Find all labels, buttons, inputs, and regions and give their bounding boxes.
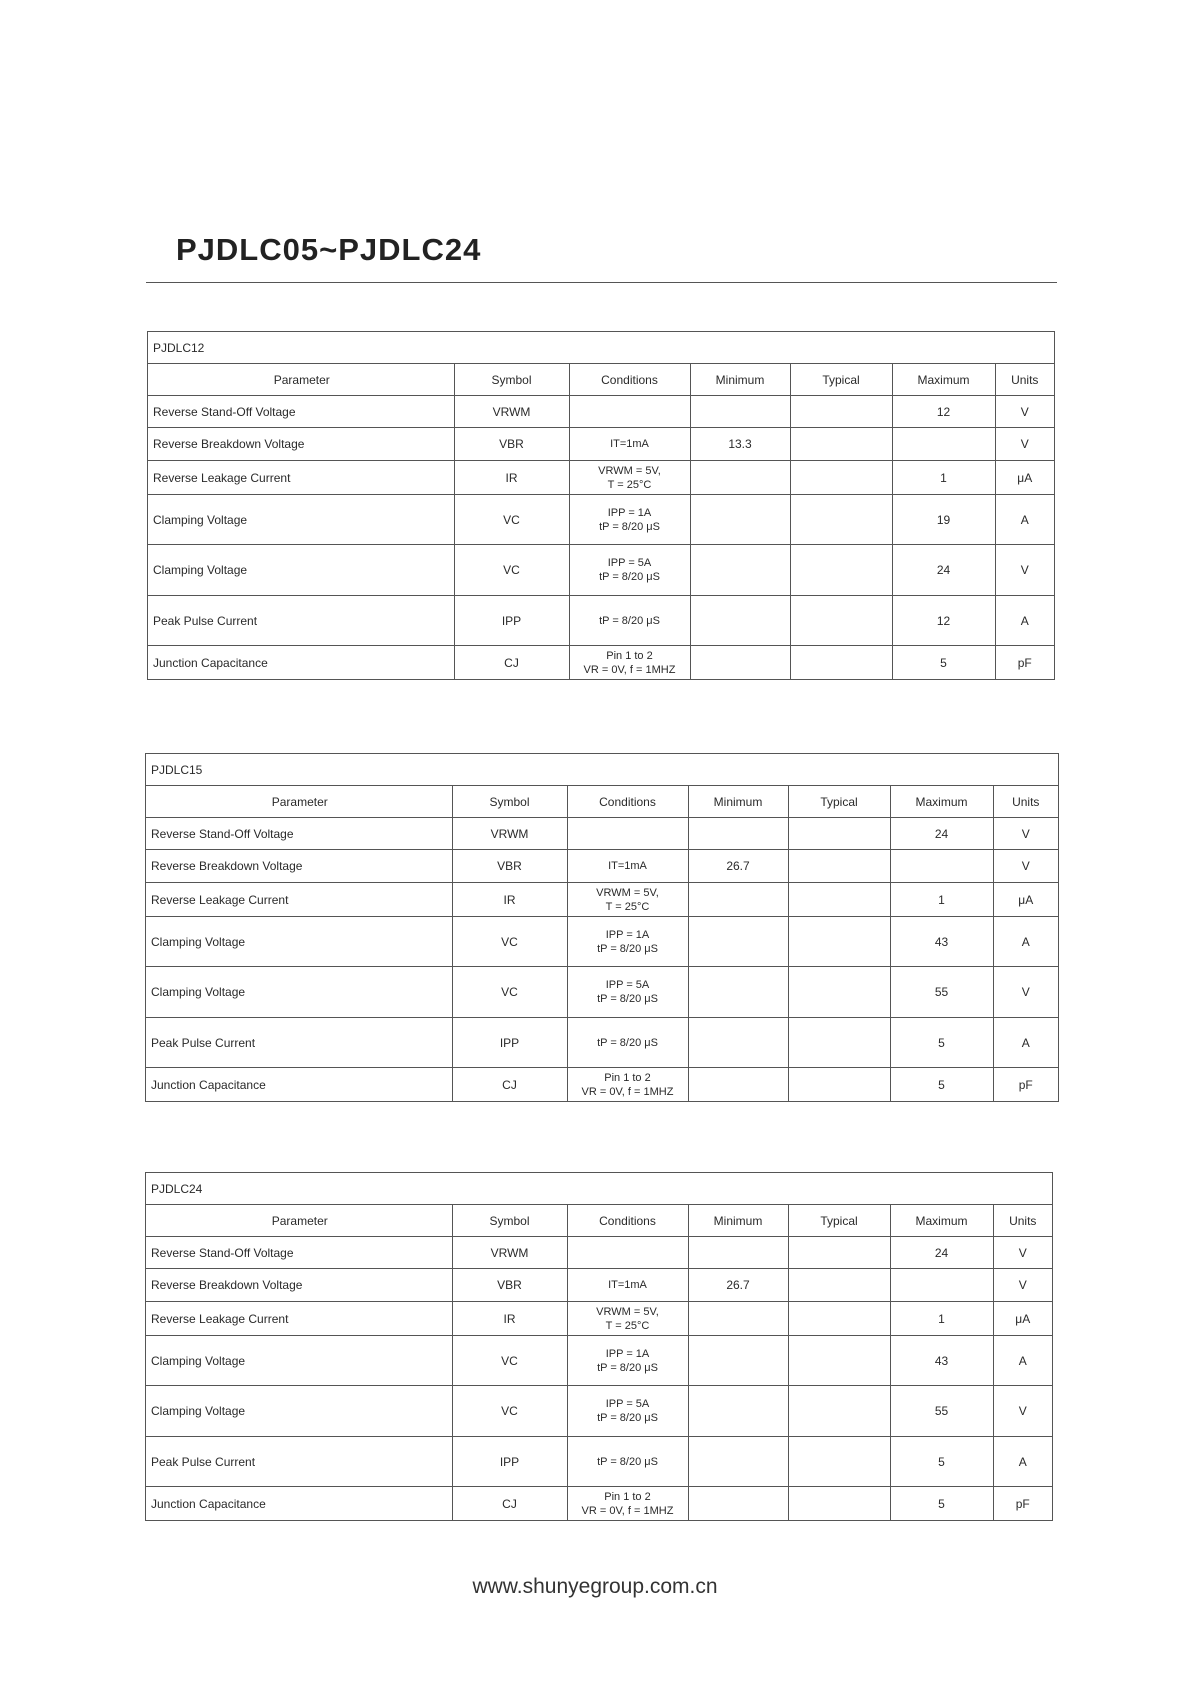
condition-line-2: VR = 0V, f = 1MHZ (581, 1085, 674, 1098)
cell-conditions (567, 1487, 688, 1521)
cell-symbol: CJ (454, 646, 569, 680)
condition-line-2: tP = 8/20 μS (597, 993, 658, 1005)
cell-maximum: 12 (892, 596, 995, 646)
table-row (146, 1437, 1052, 1487)
cell-units: V (993, 850, 1058, 883)
table-title: PJDLC24 (146, 1173, 1052, 1205)
cell-maximum: 1 (890, 1302, 993, 1336)
table-row (146, 1237, 1052, 1269)
cell-minimum (690, 461, 790, 495)
condition-line-2: tP = 8/20 μS (599, 520, 660, 533)
cell-symbol: IR (454, 461, 569, 495)
cell-conditions (569, 545, 690, 596)
header-minimum: Minimum (690, 364, 790, 396)
cell-maximum: 5 (890, 1018, 993, 1068)
cell-typical (788, 1302, 890, 1336)
header-parameter: Parameter (146, 1205, 452, 1237)
cell-units: pF (993, 1487, 1052, 1521)
cell-symbol: VRWM (452, 818, 567, 850)
cell-maximum: 5 (890, 1068, 993, 1102)
table-row (148, 495, 1054, 545)
cell-maximum (892, 428, 995, 461)
cell-minimum (688, 917, 788, 967)
table-row (146, 1336, 1052, 1386)
cell-units: V (995, 428, 1054, 461)
cell-conditions (569, 646, 690, 680)
header-typical: Typical (788, 1205, 890, 1237)
header-conditions: Conditions (569, 364, 690, 396)
condition-line-2: VR = 0V, f = 1MHZ (581, 1504, 674, 1517)
cell-units: V (993, 1269, 1052, 1302)
cell-symbol: CJ (452, 1068, 567, 1102)
cell-symbol: VC (452, 967, 567, 1018)
cell-minimum: 26.7 (688, 1269, 788, 1302)
table-row (148, 545, 1054, 596)
cell-typical (790, 495, 892, 545)
cell-symbol: IPP (452, 1437, 567, 1487)
cell-units: V (995, 396, 1054, 428)
cell-parameter: Reverse Breakdown Voltage (146, 1269, 452, 1302)
condition-line-1: IPP = 1A (605, 928, 650, 941)
header-parameter: Parameter (146, 786, 452, 818)
cell-conditions (567, 1336, 688, 1386)
header-maximum: Maximum (890, 1205, 993, 1237)
cell-parameter: Junction Capacitance (148, 646, 454, 680)
cell-units: A (993, 1437, 1052, 1487)
cell-units: V (993, 1386, 1052, 1437)
cell-typical (790, 545, 892, 596)
header-conditions: Conditions (567, 1205, 688, 1237)
cell-minimum (688, 1068, 788, 1102)
cell-parameter: Junction Capacitance (146, 1068, 452, 1102)
cell-units: A (995, 495, 1054, 545)
condition-line-1: IT=1mA (610, 438, 649, 450)
cell-parameter: Reverse Breakdown Voltage (148, 428, 454, 461)
cell-parameter: Reverse Stand-Off Voltage (148, 396, 454, 428)
cell-maximum: 24 (892, 545, 995, 596)
table-row (148, 596, 1054, 646)
cell-symbol: VC (454, 495, 569, 545)
cell-minimum (690, 495, 790, 545)
cell-conditions (567, 967, 688, 1018)
cell-typical (788, 883, 890, 917)
header-symbol: Symbol (452, 786, 567, 818)
condition-line-2: T = 25°C (605, 900, 650, 913)
header-parameter: Parameter (148, 364, 454, 396)
cell-units: A (993, 1336, 1052, 1386)
cell-maximum: 24 (890, 1237, 993, 1269)
header-maximum: Maximum (892, 364, 995, 396)
cell-maximum: 5 (890, 1487, 993, 1521)
condition-line-1: IT=1mA (608, 1279, 647, 1291)
cell-minimum (688, 1018, 788, 1068)
cell-maximum: 5 (892, 646, 995, 680)
cell-minimum: 26.7 (688, 850, 788, 883)
cell-conditions (567, 850, 688, 883)
cell-conditions (567, 1386, 688, 1437)
cell-conditions (569, 461, 690, 495)
footer-url: www.shunyegroup.com.cn (472, 1575, 718, 1598)
spec-table (146, 786, 1058, 1101)
cell-units: A (995, 596, 1054, 646)
table-header-row (146, 786, 1058, 818)
cell-symbol: IR (452, 883, 567, 917)
cell-minimum (688, 1237, 788, 1269)
condition-line-2: tP = 8/20 μS (597, 942, 658, 955)
header-typical: Typical (788, 786, 890, 818)
cell-typical (788, 1437, 890, 1487)
cell-typical (788, 818, 890, 850)
cell-maximum: 55 (890, 1386, 993, 1437)
cell-maximum: 1 (890, 883, 993, 917)
cell-typical (788, 917, 890, 967)
condition-line-1: VRWM = 5V, (598, 464, 661, 477)
condition-line-1: tP = 8/20 μS (597, 1036, 658, 1049)
cell-minimum (690, 545, 790, 596)
cell-minimum (688, 1437, 788, 1487)
header-units: Units (995, 364, 1054, 396)
condition-line-2: T = 25°C (607, 478, 652, 491)
table-row (146, 917, 1058, 967)
header-conditions: Conditions (567, 786, 688, 818)
header-symbol: Symbol (454, 364, 569, 396)
cell-minimum (688, 1487, 788, 1521)
cell-conditions (567, 883, 688, 917)
table-row (146, 850, 1058, 883)
condition-line-2: VR = 0V, f = 1MHZ (583, 663, 676, 676)
condition-line-2: T = 25°C (605, 1319, 650, 1332)
header-typical: Typical (790, 364, 892, 396)
cell-maximum (890, 1269, 993, 1302)
page-title: PJDLC05~PJDLC24 (176, 232, 482, 267)
cell-typical (790, 596, 892, 646)
condition-line-1: VRWM = 5V, (596, 886, 659, 899)
cell-units: pF (995, 646, 1054, 680)
cell-symbol: VC (454, 545, 569, 596)
cell-units: V (995, 545, 1054, 596)
cell-conditions (567, 1437, 688, 1487)
cell-minimum (688, 883, 788, 917)
cell-typical (788, 1487, 890, 1521)
cell-conditions (569, 596, 690, 646)
table-header-row (148, 364, 1054, 396)
cell-units: V (993, 967, 1058, 1018)
cell-typical (788, 850, 890, 883)
table-row (148, 428, 1054, 461)
cell-maximum (890, 850, 993, 883)
table-row (148, 646, 1054, 680)
cell-parameter: Peak Pulse Current (146, 1437, 452, 1487)
condition-line-1: Pin 1 to 2 (604, 1071, 651, 1084)
cell-units: μA (995, 461, 1054, 495)
table-title: PJDLC15 (146, 754, 1058, 786)
condition-line-1: IT=1mA (608, 860, 647, 872)
cell-typical (788, 967, 890, 1018)
cell-typical (788, 1336, 890, 1386)
cell-symbol: VBR (452, 850, 567, 883)
cell-parameter: Reverse Breakdown Voltage (146, 850, 452, 883)
table-row (146, 1018, 1058, 1068)
header-maximum: Maximum (890, 786, 993, 818)
cell-typical (790, 461, 892, 495)
cell-parameter: Junction Capacitance (146, 1487, 452, 1521)
cell-typical (788, 1068, 890, 1102)
cell-conditions (567, 1237, 688, 1269)
cell-conditions (567, 1068, 688, 1102)
cell-minimum (690, 596, 790, 646)
cell-minimum (688, 1302, 788, 1336)
cell-parameter: Reverse Stand-Off Voltage (146, 1237, 452, 1269)
cell-conditions (569, 396, 690, 428)
condition-line-1: Pin 1 to 2 (606, 649, 653, 662)
cell-parameter: Reverse Leakage Current (146, 1302, 452, 1336)
cell-parameter: Clamping Voltage (146, 967, 452, 1018)
cell-typical (790, 396, 892, 428)
condition-line-1: IPP = 5A (605, 979, 650, 991)
spec-table-pjdlc15 (145, 753, 1059, 1102)
cell-symbol: IPP (452, 1018, 567, 1068)
condition-line-1: tP = 8/20 μS (597, 1455, 658, 1468)
cell-units: μA (993, 1302, 1052, 1336)
condition-line-2: tP = 8/20 μS (599, 571, 660, 583)
cell-minimum (690, 396, 790, 428)
cell-parameter: Peak Pulse Current (148, 596, 454, 646)
cell-maximum: 24 (890, 818, 993, 850)
condition-line-1: IPP = 1A (605, 1347, 650, 1360)
cell-conditions (569, 428, 690, 461)
cell-units: A (993, 917, 1058, 967)
cell-symbol: CJ (452, 1487, 567, 1521)
condition-line-2: tP = 8/20 μS (597, 1412, 658, 1424)
cell-parameter: Reverse Leakage Current (146, 883, 452, 917)
cell-conditions (567, 1302, 688, 1336)
cell-symbol: VRWM (452, 1237, 567, 1269)
cell-typical (788, 1237, 890, 1269)
cell-typical (790, 428, 892, 461)
table-row (146, 883, 1058, 917)
cell-units: μA (993, 883, 1058, 917)
cell-parameter: Reverse Stand-Off Voltage (146, 818, 452, 850)
table-title: PJDLC12 (148, 332, 1054, 364)
cell-conditions (567, 1269, 688, 1302)
cell-minimum (688, 1336, 788, 1386)
cell-maximum: 43 (890, 917, 993, 967)
cell-minimum (688, 1386, 788, 1437)
cell-maximum: 19 (892, 495, 995, 545)
cell-parameter: Clamping Voltage (148, 495, 454, 545)
header-units: Units (993, 1205, 1052, 1237)
cell-units: A (993, 1018, 1058, 1068)
cell-symbol: VRWM (454, 396, 569, 428)
cell-conditions (567, 818, 688, 850)
cell-typical (790, 646, 892, 680)
header-units: Units (993, 786, 1058, 818)
table-row (146, 818, 1058, 850)
table-row (146, 967, 1058, 1018)
cell-minimum (688, 818, 788, 850)
spec-table-pjdlc24 (145, 1172, 1053, 1521)
cell-symbol: VC (452, 917, 567, 967)
cell-maximum: 1 (892, 461, 995, 495)
cell-units: V (993, 818, 1058, 850)
cell-parameter: Peak Pulse Current (146, 1018, 452, 1068)
table-row (146, 1487, 1052, 1521)
header-minimum: Minimum (688, 786, 788, 818)
spec-table (148, 364, 1054, 679)
cell-parameter: Clamping Voltage (146, 1386, 452, 1437)
cell-minimum: 13.3 (690, 428, 790, 461)
cell-conditions (567, 917, 688, 967)
condition-line-2: tP = 8/20 μS (597, 1361, 658, 1374)
spec-table (146, 1205, 1052, 1520)
spec-table-pjdlc12 (147, 331, 1055, 680)
cell-typical (788, 1269, 890, 1302)
cell-units: pF (993, 1068, 1058, 1102)
table-row (146, 1302, 1052, 1336)
table-header-row (146, 1205, 1052, 1237)
table-row (146, 1386, 1052, 1437)
condition-line-1: IPP = 5A (607, 557, 652, 569)
cell-typical (788, 1018, 890, 1068)
cell-minimum (690, 646, 790, 680)
cell-maximum: 55 (890, 967, 993, 1018)
condition-line-1: IPP = 5A (605, 1398, 650, 1410)
cell-symbol: VBR (454, 428, 569, 461)
cell-maximum: 5 (890, 1437, 993, 1487)
cell-symbol: IR (452, 1302, 567, 1336)
table-row (148, 461, 1054, 495)
condition-line-1: Pin 1 to 2 (604, 1490, 651, 1503)
header-minimum: Minimum (688, 1205, 788, 1237)
cell-maximum: 43 (890, 1336, 993, 1386)
table-row (146, 1269, 1052, 1302)
cell-parameter: Clamping Voltage (148, 545, 454, 596)
table-row (146, 1068, 1058, 1102)
cell-parameter: Clamping Voltage (146, 1336, 452, 1386)
condition-line-1: IPP = 1A (607, 506, 652, 519)
cell-units: V (993, 1237, 1052, 1269)
condition-line-1: tP = 8/20 μS (599, 614, 660, 627)
cell-symbol: VC (452, 1336, 567, 1386)
cell-minimum (688, 967, 788, 1018)
cell-parameter: Clamping Voltage (146, 917, 452, 967)
cell-symbol: VC (452, 1386, 567, 1437)
cell-conditions (569, 495, 690, 545)
title-divider (146, 282, 1057, 283)
cell-maximum: 12 (892, 396, 995, 428)
cell-parameter: Reverse Leakage Current (148, 461, 454, 495)
table-row (148, 396, 1054, 428)
header-symbol: Symbol (452, 1205, 567, 1237)
cell-conditions (567, 1018, 688, 1068)
cell-symbol: VBR (452, 1269, 567, 1302)
cell-symbol: IPP (454, 596, 569, 646)
cell-typical (788, 1386, 890, 1437)
condition-line-1: VRWM = 5V, (596, 1305, 659, 1318)
